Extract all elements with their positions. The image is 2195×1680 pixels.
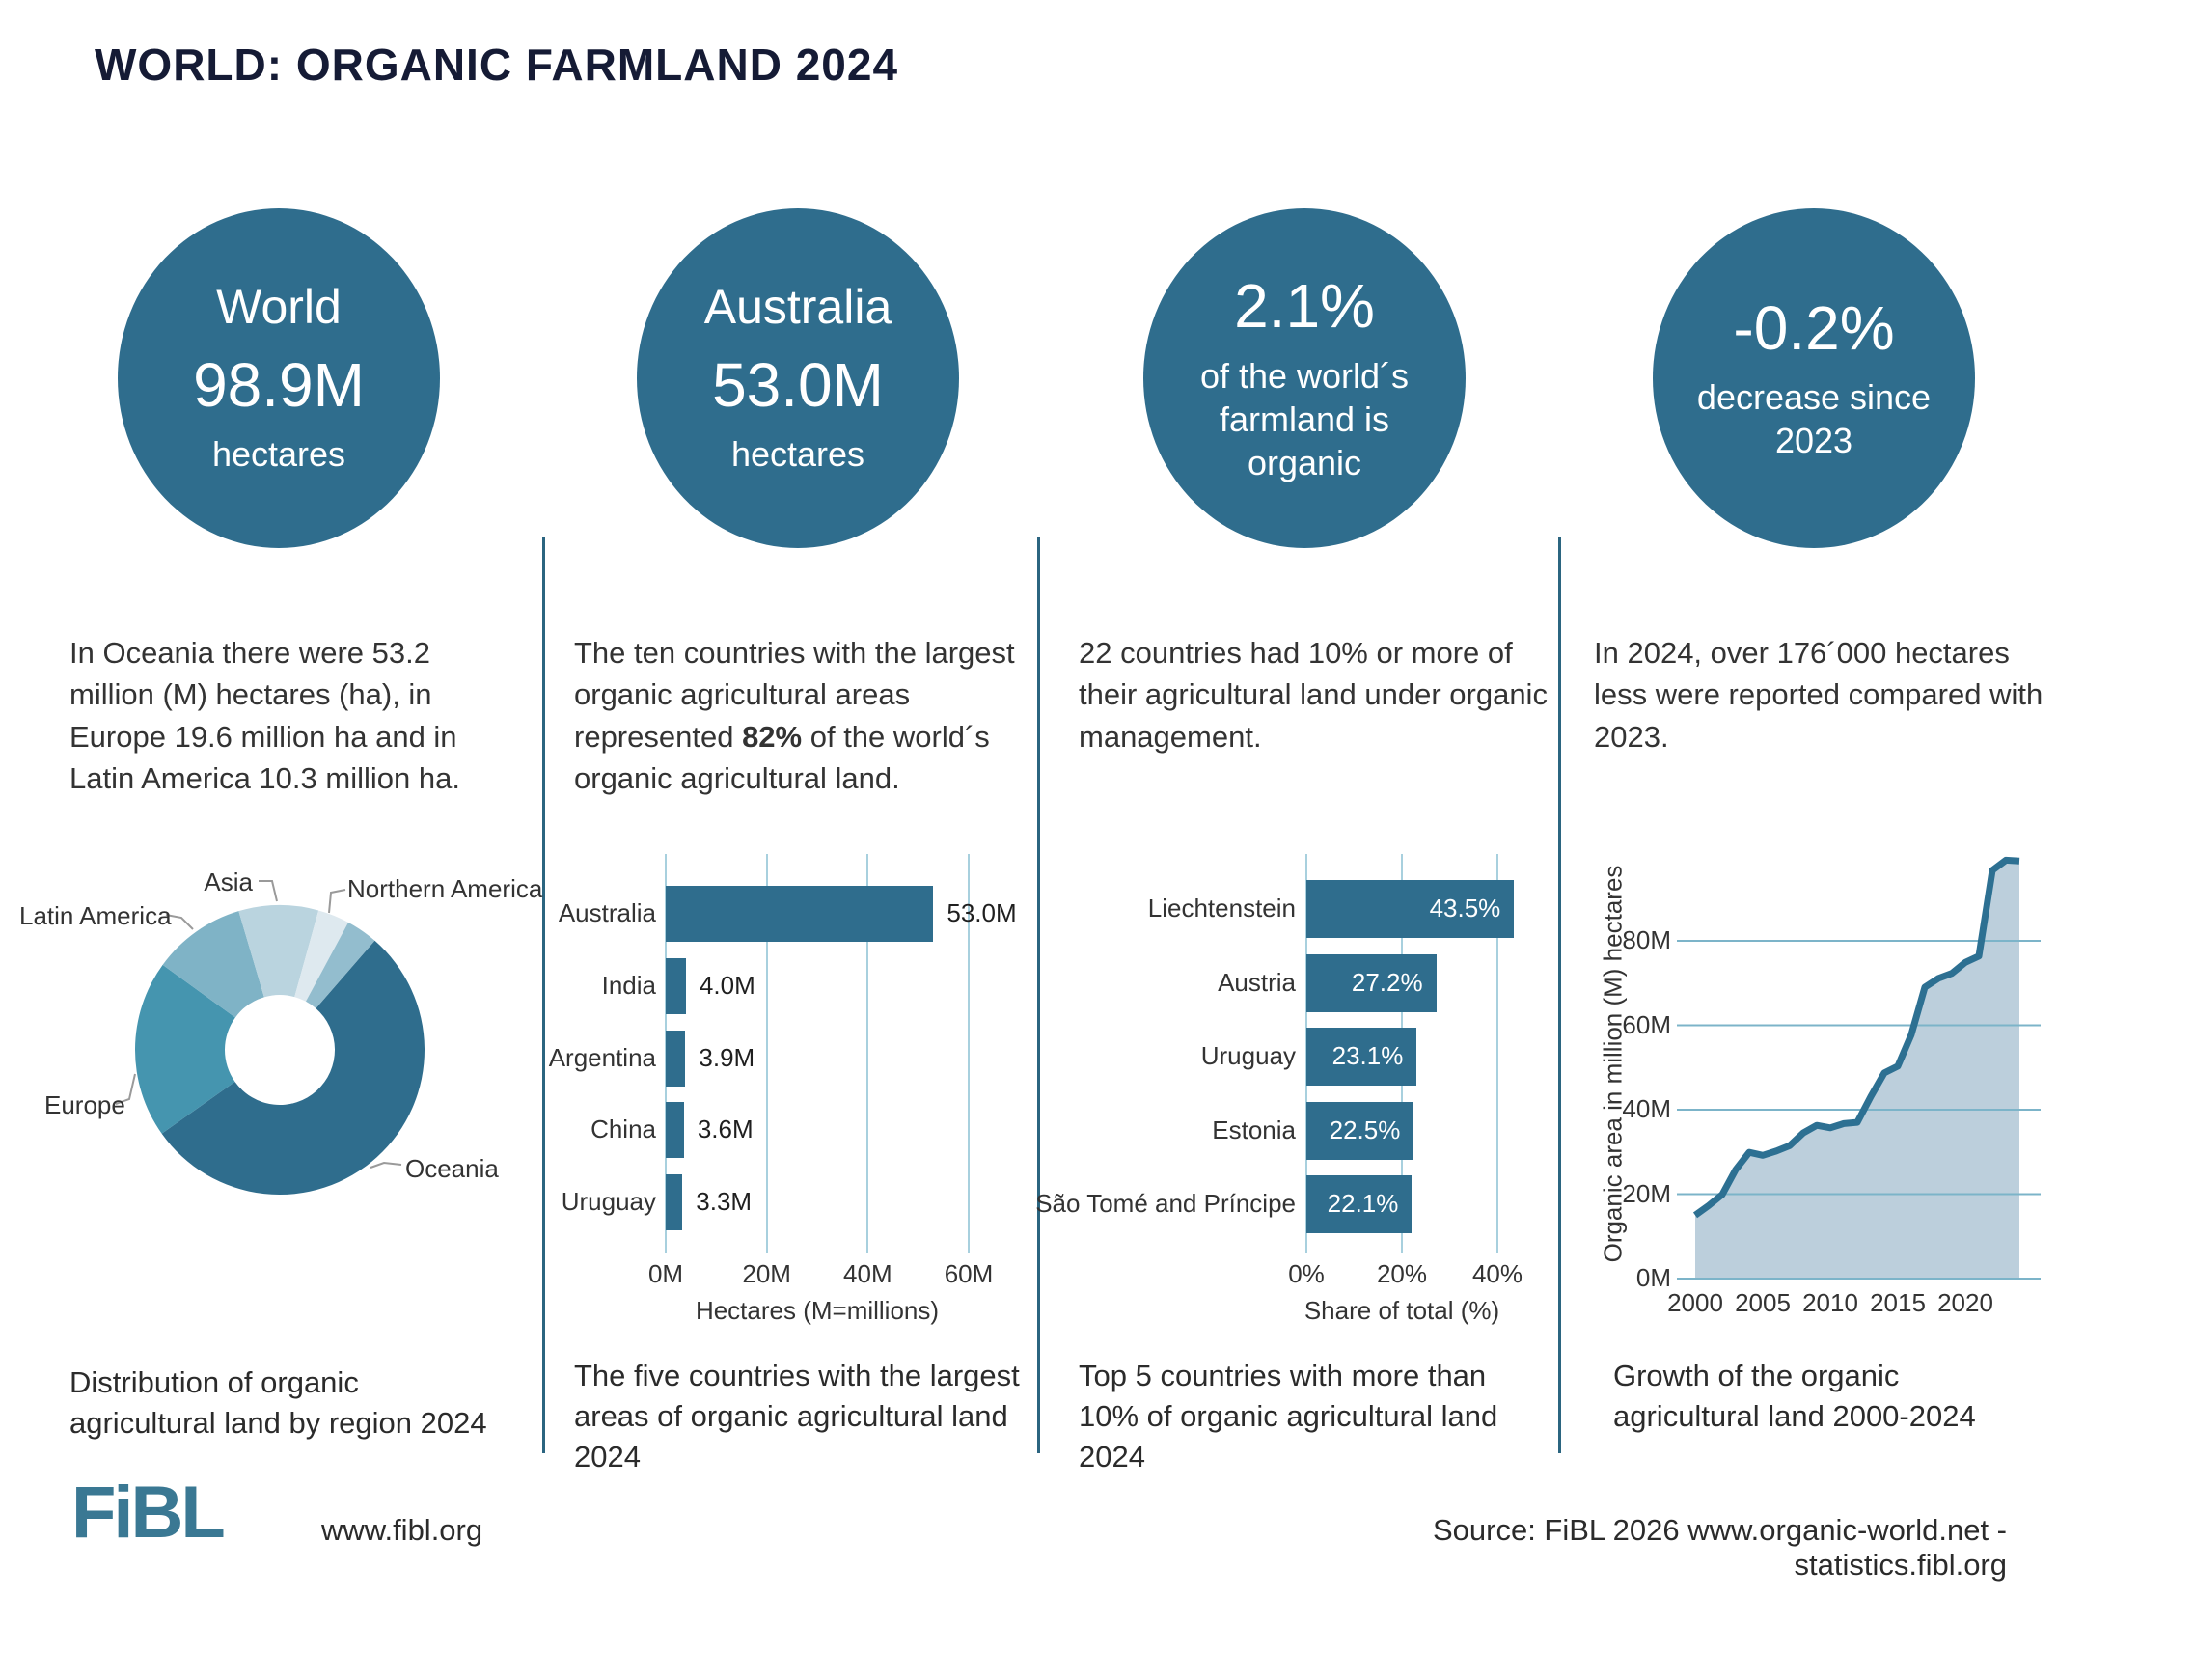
category-label: China <box>590 1115 656 1144</box>
paragraph-growth: In 2024, over 176´000 hectares less were reported compared with 2023. <box>1594 636 2044 754</box>
asia-label-connector <box>259 881 277 901</box>
stat-sub: of the world´s farmland is organic <box>1199 355 1410 482</box>
stat-name: World <box>216 279 342 334</box>
paragraph-share: 22 countries had 10% or more of their agricultural land under organic management. <box>1079 636 1548 754</box>
x-tick-label: 2010 <box>1802 1288 1858 1317</box>
bar-australia <box>666 886 933 942</box>
stat-sub: decrease since 2023 <box>1696 377 1932 461</box>
y-tick-label: 0M <box>1635 1263 1671 1292</box>
y-tick-label: 80M <box>1622 925 1671 954</box>
category-label: Australia <box>558 898 656 927</box>
y-tick-label: 40M <box>1622 1094 1671 1123</box>
x-tick-label: 60M <box>944 1259 994 1288</box>
stat-value: 2.1% <box>1234 271 1375 342</box>
category-label: Austria <box>1218 967 1296 997</box>
x-axis-title: Share of total (%) <box>1303 1296 1500 1325</box>
fibl-logo: FiBL <box>71 1472 223 1554</box>
value-label: 53.0M <box>947 898 1017 927</box>
top-countries-bar-chart <box>548 854 1028 1332</box>
category-label: India <box>601 970 656 1000</box>
stat-value: 98.9M <box>193 349 365 420</box>
value-label: 3.6M <box>697 1115 754 1144</box>
stat-sub: hectares <box>211 434 346 475</box>
paragraph-top-ten-bold: 82% <box>742 719 803 754</box>
stat-circle-world <box>118 208 440 548</box>
value-label: 27.2% <box>1351 967 1423 997</box>
value-label: 3.9M <box>699 1042 755 1072</box>
category-label: Estonia <box>1212 1115 1296 1144</box>
x-tick-label: 40% <box>1471 1259 1523 1288</box>
northern-america-label-connector <box>329 890 345 913</box>
x-tick-label: 2000 <box>1667 1288 1723 1317</box>
caption-growth: Growth of the organic agricultural land 2000-2024 <box>1613 1359 1976 1433</box>
x-tick-label: 20M <box>742 1259 791 1288</box>
paragraph-top-ten-before: The ten countries with the largest organic agricultural areas represented <box>574 636 1015 754</box>
bar-china <box>666 1102 684 1158</box>
x-tick-label: 0M <box>647 1259 684 1288</box>
stat-sub: hectares <box>730 434 865 475</box>
value-label: 3.3M <box>696 1187 753 1217</box>
growth-area-chart <box>1592 849 2152 1332</box>
stat-name: Australia <box>703 279 892 334</box>
category-label: Argentina <box>548 1042 656 1072</box>
source-line: Source: FiBL 2026 www.organic-world.net - statistics.fibl.org <box>1432 1513 2007 1582</box>
area-fill <box>1695 860 2019 1279</box>
category-label: Uruguay <box>1200 1041 1296 1070</box>
paragraph-regions: In Oceania there were 53.2 million (M) hectares (ha), in Europe 19.6 million ha and in Latin America 10.3 million ha. <box>69 636 460 796</box>
x-tick-label: 20% <box>1376 1259 1428 1288</box>
bar-uruguay <box>666 1174 682 1230</box>
stat-value: -0.2% <box>1733 292 1895 363</box>
bar-india <box>666 958 686 1014</box>
page-title: WORLD: ORGANIC FARMLAND 2024 <box>95 40 899 90</box>
growth-area-svg <box>1592 849 2152 1332</box>
value-label: 4.0M <box>699 970 755 1000</box>
donut-label-latin-america: Latin America <box>19 901 172 930</box>
donut-label-northern-america: Northern America <box>347 874 543 903</box>
column-divider-3 <box>1558 537 1561 1453</box>
share-bar-chart <box>1035 854 1558 1332</box>
caption-donut: Distribution of organic agricultural land by region 2024 <box>69 1365 487 1440</box>
value-label: 43.5% <box>1429 894 1501 923</box>
x-tick-label: 2020 <box>1937 1288 1993 1317</box>
stat-circle-australia <box>637 208 959 548</box>
paragraph-top-ten-after: of the world´s organic agricultural land. <box>574 719 990 796</box>
caption-areas-bar: The five countries with the largest areas of organic agricultural land 2024 <box>574 1359 1020 1473</box>
value-label: 22.1% <box>1327 1189 1399 1218</box>
x-axis-title: Hectares (M=millions) <box>695 1296 940 1325</box>
oceania-label-connector <box>370 1163 401 1168</box>
x-tick-label: 0% <box>1288 1259 1325 1288</box>
y-tick-label: 60M <box>1622 1009 1671 1039</box>
stat-value: 53.0M <box>712 349 884 420</box>
category-label: Uruguay <box>561 1187 656 1217</box>
growth-y-axis-title: Organic area in million (M) hectares <box>1598 865 1628 1263</box>
x-tick-label: 2005 <box>1735 1288 1791 1317</box>
paragraph-top-ten <box>574 632 1037 800</box>
stat-circle-organic-share <box>1143 208 1466 548</box>
donut-label-oceania: Oceania <box>405 1154 499 1183</box>
donut-label-asia: Asia <box>204 868 253 896</box>
x-tick-label: 2015 <box>1870 1288 1926 1317</box>
caption-share-bar: Top 5 countries with more than 10% of organic agricultural land 2024 <box>1079 1359 1498 1473</box>
value-label: 22.5% <box>1329 1115 1401 1144</box>
website-url: www.fibl.org <box>321 1513 483 1547</box>
stat-circle-decrease <box>1653 208 1975 548</box>
y-tick-label: 20M <box>1622 1178 1671 1208</box>
category-label: São Tomé and Príncipe <box>1035 1189 1296 1218</box>
donut-label-europe: Europe <box>44 1090 125 1119</box>
value-label: 23.1% <box>1331 1041 1404 1070</box>
category-label: Liechtenstein <box>1147 894 1296 923</box>
bar-argentina <box>666 1031 685 1087</box>
x-tick-label: 40M <box>843 1259 892 1288</box>
